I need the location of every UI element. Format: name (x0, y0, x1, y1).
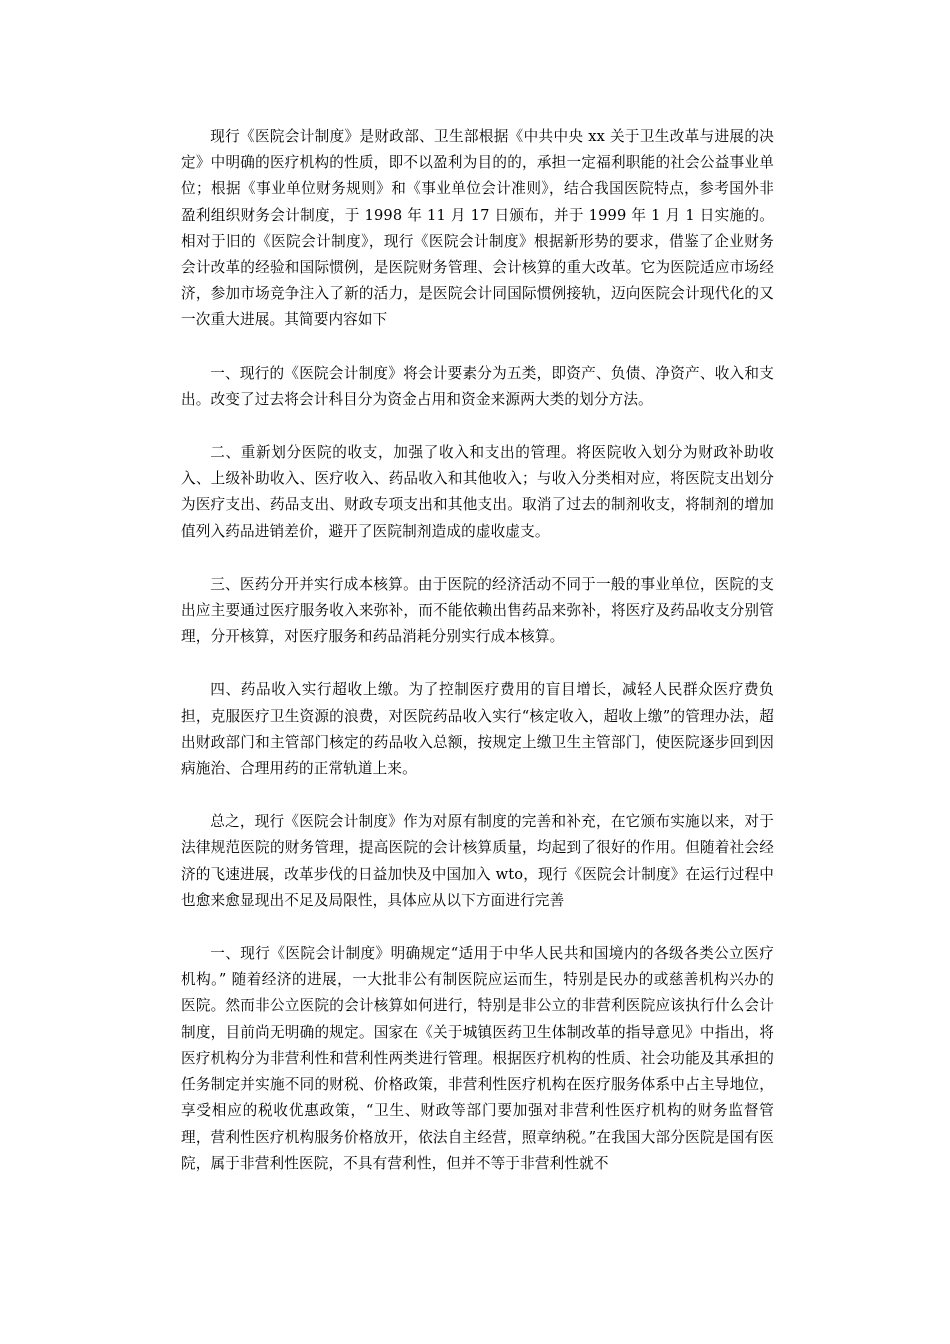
paragraph-point-4: 四、药品收入实行超收上缴。为了控制医疗费用的盲目增长，减轻人民群众医疗费负担，克服医疗卫生资源的浪费，对医院药品收入实行“核定收入，超收上缴”的管理办法，超出财政部门和主管部门核定的药品收入总额，按规定上缴卫生主管部门，使医院逐步回到因病施治、合理用药的正常轨道上来。 (181, 681, 774, 778)
paragraph-point-2: 二、重新划分医院的收支，加强了收入和支出的管理。将医院收入划分为财政补助收入、上级补助收入、医疗收入、药品收入和其他收入；与收入分类相对应，将医院支出划分为医疗支出、药品支出、财政专项支出和其他支出。取消了过去的制剂收支，将制剂的增加值列入药品进销差价，避开了医院制剂造成的虚收虚支。 (181, 444, 774, 540)
paragraph-point-1: 一、现行的《医院会计制度》将会计要素分为五类，即资产、负债、净资产、收入和支出。改变了过去将会计科目分为资金占用和资金来源两大类的划分方法。 (181, 364, 774, 408)
paragraph-improvement-1: 一、现行《医院会计制度》明确规定“适用于中华人民共和国境内的各级各类公立医疗机构。” 随着经济的进展，一大批非公有制医院应运而生，特别是民办的或慈善机构兴办的医院。然而非公立医院的会计核算如何进行，特别是非公立的非营利医院应该执行什么会计制度，目前尚无明确的规定。国家在《关于城镇医药卫生体制改革的指导意见》中指出，将医疗机构分为非营利性和营利性两类进行管理。根据医疗机构的性质、社会功能及其承担的任务制定并实施不同的财税、价格政策，非营利性医疗机构在医疗服务体系中占主导地位，享受相应的税收优惠政策，“卫生、财政等部门要加强对非营利性医疗机构的财务监督管理，营利性医疗机构服务价格放开，依法自主经营，照章纳税。”在我国大部分医院是国有医院，属于非营利性医院，不具有营利性，但并不等于非营利性就不 (181, 945, 774, 1172)
paragraph-intro: 现行《医院会计制度》是财政部、卫生部根据《中共中央 xx 关于卫生改革与进展的决定》中明确的医疗机构的性质，即不以盈利为目的的，承担一定福利职能的社会公益事业单位；根据《事业单位财务规则》和《事业单位会计准则》，结合我国医院特点，参考国外非盈利组织财务会计制度，于 1998 年 11 月 17 日颁布，并于 1999 年 1 月 1 日实施的。相对于旧的《医院会计制度》，现行《医院会计制度》根据新形势的要求，借鉴了企业财务会计改革的经验和国际惯例，是医院财务管理、会计核算的重大改革。它为医院适应市场经济，参加市场竞争注入了新的活力，是医院会计同国际惯例接轨，迈向医院会计现代化的又一次重大进展。其简要内容如下 (181, 128, 774, 329)
paragraph-point-3: 三、医药分开并实行成本核算。由于医院的经济活动不同于一般的事业单位，医院的支出应主要通过医疗服务收入来弥补，而不能依赖出售药品来弥补，将医疗及药品收支分别管理，分开核算，对医疗服务和药品消耗分别实行成本核算。 (181, 575, 774, 646)
paragraph-summary: 总之，现行《医院会计制度》作为对原有制度的完善和补充，在它颁布实施以来，对于法律规范医院的财务管理，提高医院的会计核算质量，均起到了很好的作用。但随着社会经济的飞速进展，改革步伐的日益加快及中国加入 wto，现行《医院会计制度》在运行过程中也愈来愈显现出不足及局限性，具体应从以下方面进行完善 (181, 813, 774, 909)
document-body (181, 124, 774, 1204)
